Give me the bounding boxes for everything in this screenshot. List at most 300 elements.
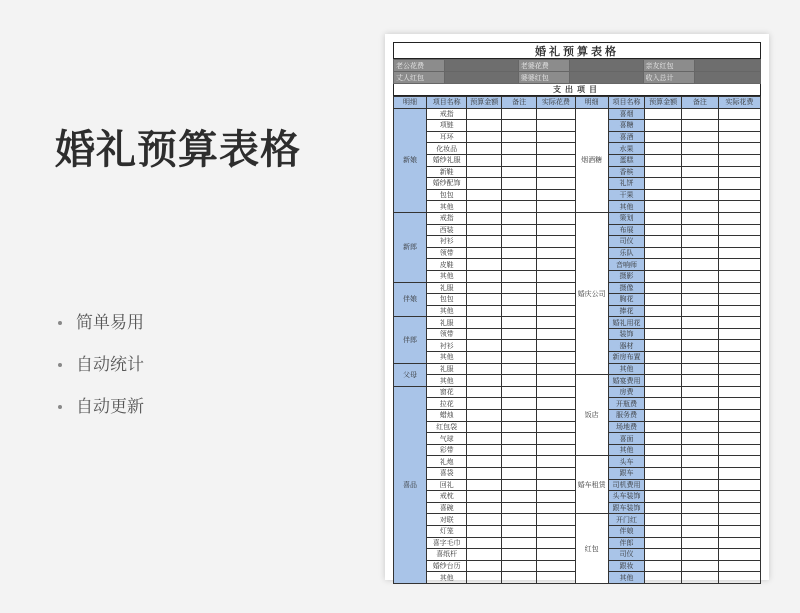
item-name-cell: 器材 bbox=[608, 340, 645, 352]
actual-cost-cell bbox=[718, 294, 760, 306]
budget-cell bbox=[645, 386, 682, 398]
item-name-cell: 开门红 bbox=[608, 514, 645, 526]
note-cell bbox=[682, 201, 719, 213]
note-cell bbox=[502, 549, 537, 561]
note-cell bbox=[502, 491, 537, 503]
actual-cost-cell bbox=[537, 421, 576, 433]
budget-cell bbox=[467, 282, 502, 294]
item-name-cell: 司仪 bbox=[608, 236, 645, 248]
budget-cell bbox=[467, 212, 502, 224]
item-name-cell: 戒指 bbox=[427, 108, 467, 120]
budget-cell bbox=[645, 572, 682, 584]
actual-cost-cell bbox=[537, 491, 576, 503]
note-cell bbox=[682, 178, 719, 190]
budget-cell bbox=[645, 456, 682, 468]
budget-cell bbox=[467, 386, 502, 398]
summary-label: 老婆花费 bbox=[518, 60, 569, 72]
summary-label: 亲友红包 bbox=[643, 60, 694, 72]
summary-table bbox=[393, 59, 761, 84]
actual-cost-cell bbox=[718, 236, 760, 248]
actual-cost-cell bbox=[537, 224, 576, 236]
item-name-cell: 拉花 bbox=[427, 398, 467, 410]
item-name-cell: 喜糖 bbox=[608, 120, 645, 132]
item-name-cell: 其他 bbox=[427, 305, 467, 317]
actual-cost-cell bbox=[718, 525, 760, 537]
actual-cost-cell bbox=[537, 270, 576, 282]
note-cell bbox=[682, 433, 719, 445]
actual-cost-cell bbox=[537, 398, 576, 410]
note-cell bbox=[682, 270, 719, 282]
note-cell bbox=[502, 305, 537, 317]
summary-row bbox=[394, 60, 761, 72]
actual-cost-cell bbox=[537, 178, 576, 190]
item-name-cell: 包包 bbox=[427, 189, 467, 201]
actual-cost-cell bbox=[718, 386, 760, 398]
actual-cost-cell bbox=[537, 294, 576, 306]
actual-cost-cell bbox=[718, 549, 760, 561]
actual-cost-cell bbox=[537, 189, 576, 201]
item-name-cell: 窗花 bbox=[427, 386, 467, 398]
note-cell bbox=[502, 340, 537, 352]
item-name-cell: 喜字毛巾 bbox=[427, 537, 467, 549]
summary-label: 老公花费 bbox=[394, 60, 445, 72]
note-cell bbox=[502, 270, 537, 282]
spreadsheet-preview bbox=[385, 34, 769, 580]
note-cell bbox=[502, 375, 537, 387]
actual-cost-cell bbox=[537, 514, 576, 526]
budget-cell bbox=[467, 270, 502, 282]
item-name-cell: 皮鞋 bbox=[427, 259, 467, 271]
budget-cell bbox=[645, 410, 682, 422]
actual-cost-cell bbox=[537, 537, 576, 549]
note-cell bbox=[502, 189, 537, 201]
note-cell bbox=[682, 525, 719, 537]
table-row bbox=[394, 375, 761, 387]
item-name-cell: 司仪 bbox=[608, 549, 645, 561]
item-name-cell: 胸花 bbox=[608, 294, 645, 306]
actual-cost-cell bbox=[718, 189, 760, 201]
actual-cost-cell bbox=[537, 456, 576, 468]
budget-cell bbox=[645, 178, 682, 190]
actual-cost-cell bbox=[718, 340, 760, 352]
budget-cell bbox=[467, 131, 502, 143]
actual-cost-cell bbox=[537, 247, 576, 259]
item-name-cell: 项链 bbox=[427, 120, 467, 132]
actual-cost-cell bbox=[718, 305, 760, 317]
actual-cost-cell bbox=[718, 282, 760, 294]
item-name-cell: 红包袋 bbox=[427, 421, 467, 433]
section-title: 支出项目 bbox=[393, 84, 761, 96]
category-cell: 新郎 bbox=[394, 212, 427, 282]
actual-cost-cell bbox=[718, 259, 760, 271]
item-name-cell: 戒指 bbox=[427, 212, 467, 224]
feature-label: 简单易用 bbox=[76, 313, 144, 333]
budget-cell bbox=[467, 247, 502, 259]
item-name-cell: 房费 bbox=[608, 386, 645, 398]
item-name-cell: 策划 bbox=[608, 212, 645, 224]
item-name-cell: 喜碗 bbox=[427, 502, 467, 514]
item-name-cell: 戒枕 bbox=[427, 491, 467, 503]
note-cell bbox=[502, 410, 537, 422]
note-cell bbox=[502, 166, 537, 178]
category-cell: 伴娘 bbox=[394, 282, 427, 317]
actual-cost-cell bbox=[537, 386, 576, 398]
category-cell: 婚车租赁 bbox=[575, 456, 608, 514]
bullet-dot-icon bbox=[58, 405, 62, 409]
item-name-cell: 喜酒 bbox=[608, 131, 645, 143]
note-cell bbox=[682, 468, 719, 480]
category-cell: 新娘 bbox=[394, 108, 427, 212]
budget-cell bbox=[467, 108, 502, 120]
budget-cell bbox=[467, 340, 502, 352]
actual-cost-cell bbox=[718, 375, 760, 387]
note-cell bbox=[502, 154, 537, 166]
column-header: 明细 bbox=[394, 97, 427, 109]
budget-cell bbox=[467, 537, 502, 549]
item-name-cell: 喜纸杆 bbox=[427, 549, 467, 561]
actual-cost-cell bbox=[537, 131, 576, 143]
budget-cell bbox=[645, 270, 682, 282]
column-header: 项目名称 bbox=[608, 97, 645, 109]
note-cell bbox=[502, 479, 537, 491]
budget-cell bbox=[467, 120, 502, 132]
item-name-cell: 摄影 bbox=[608, 270, 645, 282]
note-cell bbox=[502, 525, 537, 537]
actual-cost-cell bbox=[537, 410, 576, 422]
note-cell bbox=[502, 398, 537, 410]
actual-cost-cell bbox=[718, 491, 760, 503]
category-cell: 父母 bbox=[394, 363, 427, 386]
actual-cost-cell bbox=[718, 131, 760, 143]
note-cell bbox=[682, 444, 719, 456]
column-header: 预算金额 bbox=[467, 97, 502, 109]
budget-cell bbox=[467, 189, 502, 201]
note-cell bbox=[682, 421, 719, 433]
actual-cost-cell bbox=[537, 525, 576, 537]
item-name-cell: 衬衫 bbox=[427, 236, 467, 248]
item-name-cell: 跟车装饰 bbox=[608, 502, 645, 514]
note-cell bbox=[502, 120, 537, 132]
budget-cell bbox=[645, 468, 682, 480]
actual-cost-cell bbox=[537, 282, 576, 294]
feature-label: 自动统计 bbox=[76, 355, 144, 375]
item-name-cell: 其他 bbox=[427, 270, 467, 282]
budget-cell bbox=[645, 525, 682, 537]
feature-label: 自动更新 bbox=[76, 397, 144, 417]
budget-cell bbox=[645, 154, 682, 166]
budget-cell bbox=[467, 468, 502, 480]
budget-cell bbox=[645, 189, 682, 201]
item-name-cell: 礼服 bbox=[427, 282, 467, 294]
note-cell bbox=[682, 328, 719, 340]
budget-cell bbox=[467, 456, 502, 468]
budget-cell bbox=[467, 143, 502, 155]
table-row bbox=[394, 212, 761, 224]
note-cell bbox=[502, 421, 537, 433]
budget-cell bbox=[467, 525, 502, 537]
note-cell bbox=[502, 212, 537, 224]
item-name-cell: 蛋糕 bbox=[608, 154, 645, 166]
budget-cell bbox=[645, 305, 682, 317]
budget-cell bbox=[467, 259, 502, 271]
note-cell bbox=[502, 502, 537, 514]
category-cell: 婚庆公司 bbox=[575, 212, 608, 374]
actual-cost-cell bbox=[718, 247, 760, 259]
budget-cell bbox=[645, 224, 682, 236]
item-name-cell: 开瓶费 bbox=[608, 398, 645, 410]
actual-cost-cell bbox=[718, 178, 760, 190]
budget-cell bbox=[645, 120, 682, 132]
actual-cost-cell bbox=[718, 479, 760, 491]
item-name-cell: 领带 bbox=[427, 247, 467, 259]
item-name-cell: 婚纱台历 bbox=[427, 560, 467, 572]
note-cell bbox=[502, 433, 537, 445]
actual-cost-cell bbox=[537, 166, 576, 178]
item-name-cell: 包包 bbox=[427, 294, 467, 306]
item-name-cell: 彩带 bbox=[427, 444, 467, 456]
budget-cell bbox=[645, 328, 682, 340]
item-name-cell: 礼饼 bbox=[608, 178, 645, 190]
feature-item bbox=[58, 311, 144, 353]
actual-cost-cell bbox=[537, 143, 576, 155]
item-name-cell: 领带 bbox=[427, 328, 467, 340]
budget-cell bbox=[645, 398, 682, 410]
feature-item bbox=[58, 395, 144, 437]
actual-cost-cell bbox=[718, 154, 760, 166]
summary-value bbox=[694, 72, 760, 84]
item-name-cell: 伴郎 bbox=[608, 537, 645, 549]
budget-cell bbox=[645, 201, 682, 213]
budget-cell bbox=[645, 143, 682, 155]
budget-cell bbox=[645, 549, 682, 561]
note-cell bbox=[502, 259, 537, 271]
note-cell bbox=[682, 294, 719, 306]
actual-cost-cell bbox=[537, 328, 576, 340]
note-cell bbox=[502, 456, 537, 468]
feature-list bbox=[58, 311, 144, 437]
summary-label: 收入总计 bbox=[643, 72, 694, 84]
column-header: 明细 bbox=[575, 97, 608, 109]
budget-cell bbox=[645, 282, 682, 294]
actual-cost-cell bbox=[718, 108, 760, 120]
item-name-cell: 喜袋 bbox=[427, 468, 467, 480]
item-name-cell: 化妆品 bbox=[427, 143, 467, 155]
item-name-cell: 喜烟 bbox=[608, 108, 645, 120]
note-cell bbox=[682, 166, 719, 178]
budget-cell bbox=[467, 502, 502, 514]
budget-cell bbox=[645, 363, 682, 375]
summary-label: 婆婆红包 bbox=[518, 72, 569, 84]
category-cell: 饭店 bbox=[575, 375, 608, 456]
note-cell bbox=[502, 236, 537, 248]
budget-cell bbox=[645, 131, 682, 143]
summary-value bbox=[570, 60, 643, 72]
note-cell bbox=[502, 201, 537, 213]
item-name-cell: 其他 bbox=[608, 201, 645, 213]
actual-cost-cell bbox=[718, 201, 760, 213]
budget-cell bbox=[645, 108, 682, 120]
budget-cell bbox=[645, 259, 682, 271]
column-header: 实际花费 bbox=[537, 97, 576, 109]
note-cell bbox=[502, 143, 537, 155]
item-name-cell: 婚宴费用 bbox=[608, 375, 645, 387]
budget-cell bbox=[645, 166, 682, 178]
actual-cost-cell bbox=[537, 154, 576, 166]
budget-cell bbox=[645, 502, 682, 514]
note-cell bbox=[502, 224, 537, 236]
note-cell bbox=[682, 154, 719, 166]
note-cell bbox=[502, 572, 537, 584]
note-cell bbox=[682, 398, 719, 410]
actual-cost-cell bbox=[718, 398, 760, 410]
column-header: 实际花费 bbox=[718, 97, 760, 109]
actual-cost-cell bbox=[718, 410, 760, 422]
budget-cell bbox=[467, 444, 502, 456]
note-cell bbox=[502, 108, 537, 120]
item-name-cell: 其他 bbox=[427, 572, 467, 584]
item-name-cell: 头车装饰 bbox=[608, 491, 645, 503]
note-cell bbox=[682, 491, 719, 503]
item-name-cell: 婚纱礼服 bbox=[427, 154, 467, 166]
actual-cost-cell bbox=[537, 572, 576, 584]
actual-cost-cell bbox=[537, 363, 576, 375]
actual-cost-cell bbox=[537, 444, 576, 456]
actual-cost-cell bbox=[718, 572, 760, 584]
actual-cost-cell bbox=[537, 120, 576, 132]
actual-cost-cell bbox=[537, 305, 576, 317]
note-cell bbox=[502, 131, 537, 143]
page-title: 婚礼预算表格 bbox=[55, 127, 301, 173]
budget-cell bbox=[467, 479, 502, 491]
note-cell bbox=[682, 282, 719, 294]
budget-cell bbox=[645, 479, 682, 491]
bullet-dot-icon bbox=[58, 363, 62, 367]
item-name-cell: 耳环 bbox=[427, 131, 467, 143]
item-name-cell: 乐队 bbox=[608, 247, 645, 259]
note-cell bbox=[682, 479, 719, 491]
item-name-cell: 新房布置 bbox=[608, 352, 645, 364]
actual-cost-cell bbox=[718, 514, 760, 526]
budget-cell bbox=[467, 491, 502, 503]
item-name-cell: 水果 bbox=[608, 143, 645, 155]
table-row bbox=[394, 456, 761, 468]
note-cell bbox=[682, 352, 719, 364]
budget-cell bbox=[467, 410, 502, 422]
note-cell bbox=[682, 247, 719, 259]
item-name-cell: 喜面 bbox=[608, 433, 645, 445]
budget-cell bbox=[467, 352, 502, 364]
item-name-cell: 婚礼用花 bbox=[608, 317, 645, 329]
actual-cost-cell bbox=[718, 352, 760, 364]
note-cell bbox=[682, 560, 719, 572]
budget-cell bbox=[645, 491, 682, 503]
actual-cost-cell bbox=[537, 259, 576, 271]
note-cell bbox=[502, 537, 537, 549]
item-name-cell: 礼服 bbox=[427, 317, 467, 329]
actual-cost-cell bbox=[718, 270, 760, 282]
item-name-cell: 新鞋 bbox=[427, 166, 467, 178]
budget-cell bbox=[645, 560, 682, 572]
actual-cost-cell bbox=[718, 560, 760, 572]
note-cell bbox=[502, 328, 537, 340]
budget-cell bbox=[467, 166, 502, 178]
item-name-cell: 装饰 bbox=[608, 328, 645, 340]
note-cell bbox=[682, 259, 719, 271]
category-cell: 伴郎 bbox=[394, 317, 427, 363]
actual-cost-cell bbox=[537, 479, 576, 491]
note-cell bbox=[682, 120, 719, 132]
note-cell bbox=[502, 386, 537, 398]
actual-cost-cell bbox=[718, 166, 760, 178]
item-name-cell: 捧花 bbox=[608, 305, 645, 317]
actual-cost-cell bbox=[537, 108, 576, 120]
note-cell bbox=[682, 236, 719, 248]
actual-cost-cell bbox=[718, 444, 760, 456]
budget-cell bbox=[645, 317, 682, 329]
item-name-cell: 礼服 bbox=[427, 363, 467, 375]
actual-cost-cell bbox=[718, 143, 760, 155]
feature-item bbox=[58, 353, 144, 395]
note-cell bbox=[682, 386, 719, 398]
budget-cell bbox=[467, 178, 502, 190]
sheet-title: 婚礼预算表格 bbox=[393, 42, 761, 59]
note-cell bbox=[502, 352, 537, 364]
actual-cost-cell bbox=[718, 502, 760, 514]
bullet-dot-icon bbox=[58, 321, 62, 325]
budget-cell bbox=[645, 236, 682, 248]
actual-cost-cell bbox=[537, 375, 576, 387]
actual-cost-cell bbox=[537, 433, 576, 445]
summary-value bbox=[445, 72, 518, 84]
note-cell bbox=[502, 282, 537, 294]
note-cell bbox=[682, 305, 719, 317]
actual-cost-cell bbox=[537, 201, 576, 213]
item-name-cell: 伴娘 bbox=[608, 525, 645, 537]
actual-cost-cell bbox=[537, 212, 576, 224]
budget-cell bbox=[467, 433, 502, 445]
budget-cell bbox=[467, 398, 502, 410]
note-cell bbox=[682, 224, 719, 236]
summary-value bbox=[445, 60, 518, 72]
item-name-cell: 西装 bbox=[427, 224, 467, 236]
budget-cell bbox=[467, 201, 502, 213]
item-name-cell: 音响师 bbox=[608, 259, 645, 271]
table-row bbox=[394, 514, 761, 526]
note-cell bbox=[502, 444, 537, 456]
item-name-cell: 跟妆 bbox=[608, 560, 645, 572]
budget-cell bbox=[645, 352, 682, 364]
item-name-cell: 其他 bbox=[427, 375, 467, 387]
note-cell bbox=[502, 514, 537, 526]
item-name-cell: 头车 bbox=[608, 456, 645, 468]
budget-cell bbox=[467, 294, 502, 306]
budget-cell bbox=[467, 514, 502, 526]
actual-cost-cell bbox=[537, 317, 576, 329]
expense-grid bbox=[393, 96, 761, 584]
note-cell bbox=[502, 294, 537, 306]
budget-cell bbox=[467, 560, 502, 572]
item-name-cell: 其他 bbox=[427, 201, 467, 213]
note-cell bbox=[502, 178, 537, 190]
actual-cost-cell bbox=[537, 340, 576, 352]
actual-cost-cell bbox=[718, 224, 760, 236]
summary-value bbox=[570, 72, 643, 84]
item-name-cell: 其他 bbox=[427, 352, 467, 364]
item-name-cell: 气球 bbox=[427, 433, 467, 445]
budget-cell bbox=[645, 294, 682, 306]
item-name-cell: 摄像 bbox=[608, 282, 645, 294]
budget-cell bbox=[645, 514, 682, 526]
